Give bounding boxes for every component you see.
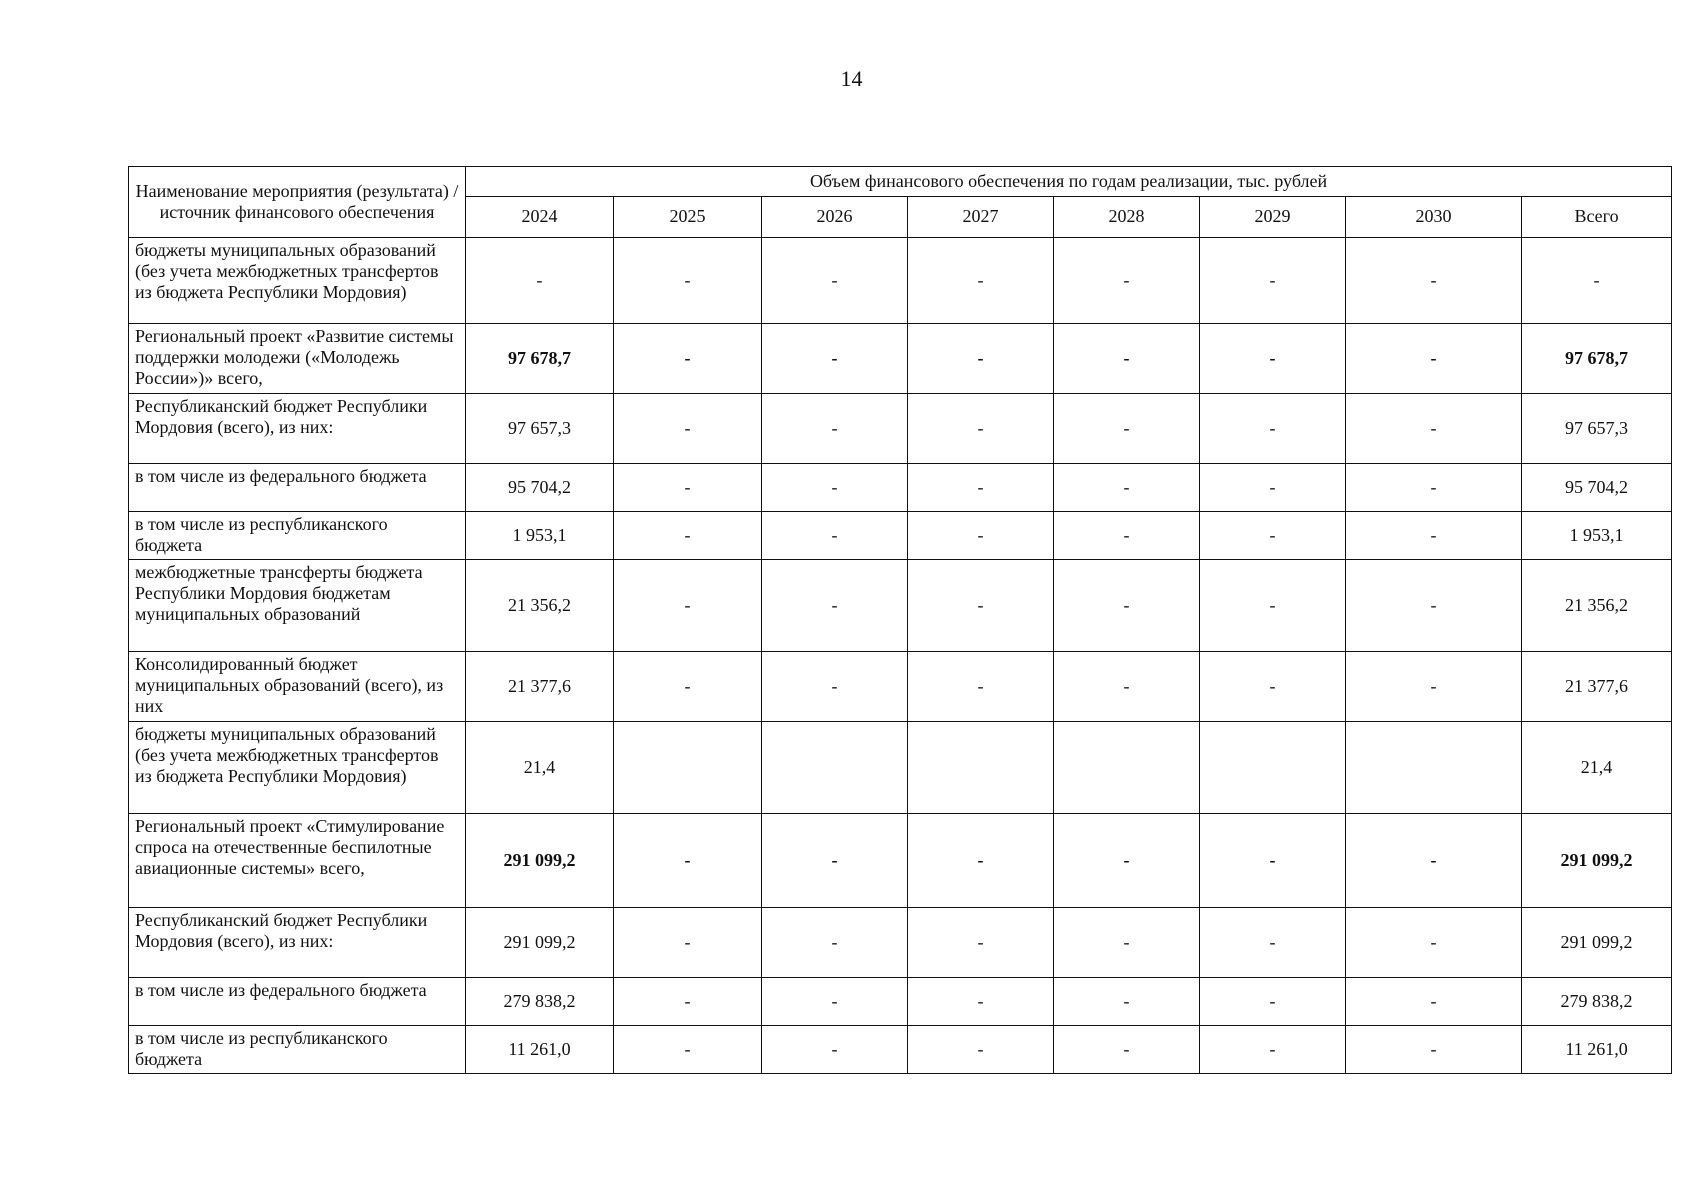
row-value: - xyxy=(908,814,1054,908)
row-name: межбюджетные трансферты бюджета Республики Мордовия бюджетам муниципальных образований xyxy=(129,560,466,652)
row-value: - xyxy=(762,652,908,722)
row-name: бюджеты муниципальных образований (без учета межбюджетных трансфертов из бюджета Республики Мордовия) xyxy=(129,238,466,324)
row-value: - xyxy=(1346,978,1522,1026)
page-number: 14 xyxy=(840,66,863,91)
row-name: в том числе из федерального бюджета xyxy=(129,978,466,1026)
header-year: 2030 xyxy=(1346,197,1522,238)
row-value: - xyxy=(1346,1026,1522,1074)
row-name: Республиканский бюджет Республики Мордовия (всего), из них: xyxy=(129,908,466,978)
header-name: Наименование мероприятия (результата) / источник финансового обеспечения xyxy=(129,167,466,238)
row-value: - xyxy=(908,324,1054,394)
row-value: 97 657,3 xyxy=(466,394,614,464)
row-total: 21 356,2 xyxy=(1522,560,1672,652)
row-total: 291 099,2 xyxy=(1522,908,1672,978)
row-value: - xyxy=(1054,324,1200,394)
row-value: - xyxy=(1346,324,1522,394)
row-value: - xyxy=(614,464,762,512)
row-value: - xyxy=(1200,652,1346,722)
row-total: 291 099,2 xyxy=(1522,814,1672,908)
table-row xyxy=(129,512,1672,560)
row-value: - xyxy=(614,908,762,978)
row-value xyxy=(908,722,1054,814)
row-value: - xyxy=(762,814,908,908)
financing-table xyxy=(128,166,1672,1074)
header-year: 2024 xyxy=(466,197,614,238)
row-value: - xyxy=(762,908,908,978)
row-value: - xyxy=(614,814,762,908)
row-value: - xyxy=(1200,324,1346,394)
row-value: - xyxy=(1200,908,1346,978)
row-value: - xyxy=(614,238,762,324)
row-name: бюджеты муниципальных образований (без учета межбюджетных трансфертов из бюджета Республики Мордовия) xyxy=(129,722,466,814)
row-total: 279 838,2 xyxy=(1522,978,1672,1026)
row-name: Консолидированный бюджет муниципальных образований (всего), из них xyxy=(129,652,466,722)
header-total: Всего xyxy=(1522,197,1672,238)
row-total: - xyxy=(1522,238,1672,324)
row-value: - xyxy=(1200,1026,1346,1074)
row-value: - xyxy=(1054,238,1200,324)
row-value: 21 356,2 xyxy=(466,560,614,652)
row-name: Региональный проект «Стимулирование спроса на отечественные беспилотные авиационные системы» всего, xyxy=(129,814,466,908)
row-value: 97 678,7 xyxy=(466,324,614,394)
row-value: - xyxy=(762,560,908,652)
row-value: - xyxy=(1200,560,1346,652)
row-value: - xyxy=(1054,814,1200,908)
row-value: - xyxy=(1054,394,1200,464)
table-row xyxy=(129,908,1672,978)
row-value: - xyxy=(1346,512,1522,560)
row-value: - xyxy=(466,238,614,324)
row-total: 21 377,6 xyxy=(1522,652,1672,722)
row-value: - xyxy=(614,394,762,464)
row-total: 1 953,1 xyxy=(1522,512,1672,560)
row-value: - xyxy=(1346,908,1522,978)
row-name: Республиканский бюджет Республики Мордовия (всего), из них: xyxy=(129,394,466,464)
table-row xyxy=(129,814,1672,908)
table-row xyxy=(129,722,1672,814)
row-value: - xyxy=(908,238,1054,324)
row-name: в том числе из федерального бюджета xyxy=(129,464,466,512)
row-value: - xyxy=(908,464,1054,512)
row-value: 95 704,2 xyxy=(466,464,614,512)
row-value: - xyxy=(762,512,908,560)
row-total: 97 678,7 xyxy=(1522,324,1672,394)
header-group: Объем финансового обеспечения по годам реализации, тыс. рублей xyxy=(466,167,1672,197)
row-value: - xyxy=(908,512,1054,560)
row-value: - xyxy=(614,1026,762,1074)
row-name: в том числе из республиканского бюджета xyxy=(129,512,466,560)
row-value xyxy=(1346,722,1522,814)
header-year: 2029 xyxy=(1200,197,1346,238)
row-value: - xyxy=(1054,652,1200,722)
row-value: - xyxy=(908,978,1054,1026)
row-value xyxy=(1200,722,1346,814)
row-total: 21,4 xyxy=(1522,722,1672,814)
row-value: - xyxy=(762,464,908,512)
row-value: 21 377,6 xyxy=(466,652,614,722)
table-row xyxy=(129,652,1672,722)
row-value: - xyxy=(1200,238,1346,324)
row-value: - xyxy=(908,652,1054,722)
row-value: 291 099,2 xyxy=(466,908,614,978)
row-value: - xyxy=(1054,1026,1200,1074)
row-value xyxy=(614,722,762,814)
row-value: 279 838,2 xyxy=(466,978,614,1026)
row-value: 21,4 xyxy=(466,722,614,814)
table-row xyxy=(129,464,1672,512)
row-value: - xyxy=(762,324,908,394)
row-total: 11 261,0 xyxy=(1522,1026,1672,1074)
row-value: - xyxy=(1346,652,1522,722)
row-value: - xyxy=(762,238,908,324)
row-value: - xyxy=(762,978,908,1026)
row-value: - xyxy=(1200,814,1346,908)
row-name: в том числе из республиканского бюджета xyxy=(129,1026,466,1074)
header-year: 2028 xyxy=(1054,197,1200,238)
table-row xyxy=(129,238,1672,324)
row-value: - xyxy=(1200,394,1346,464)
row-value: - xyxy=(614,560,762,652)
row-value: - xyxy=(1054,512,1200,560)
table-row xyxy=(129,978,1672,1026)
table-row xyxy=(129,560,1672,652)
row-value xyxy=(1054,722,1200,814)
header-year: 2027 xyxy=(908,197,1054,238)
row-total: 97 657,3 xyxy=(1522,394,1672,464)
header-year: 2025 xyxy=(614,197,762,238)
row-value: 11 261,0 xyxy=(466,1026,614,1074)
row-value: - xyxy=(1346,394,1522,464)
row-value: - xyxy=(762,394,908,464)
row-value: - xyxy=(614,978,762,1026)
row-value: - xyxy=(614,512,762,560)
row-name: Региональный проект «Развитие системы поддержки молодежи («Молодежь России»)» всего, xyxy=(129,324,466,394)
row-value: - xyxy=(1346,464,1522,512)
row-value xyxy=(762,722,908,814)
row-value: - xyxy=(1346,814,1522,908)
row-value: - xyxy=(1054,464,1200,512)
row-value: - xyxy=(1054,908,1200,978)
table-row xyxy=(129,1026,1672,1074)
row-value: - xyxy=(1346,560,1522,652)
header-year: 2026 xyxy=(762,197,908,238)
row-value: - xyxy=(1054,560,1200,652)
row-value: 291 099,2 xyxy=(466,814,614,908)
row-total: 95 704,2 xyxy=(1522,464,1672,512)
row-value: - xyxy=(908,908,1054,978)
table-row xyxy=(129,394,1672,464)
row-value: - xyxy=(1200,978,1346,1026)
row-value: - xyxy=(1054,978,1200,1026)
row-value: - xyxy=(762,1026,908,1074)
row-value: - xyxy=(908,1026,1054,1074)
row-value: - xyxy=(1346,238,1522,324)
table-row xyxy=(129,324,1672,394)
row-value: 1 953,1 xyxy=(466,512,614,560)
row-value: - xyxy=(908,394,1054,464)
row-value: - xyxy=(614,652,762,722)
row-value: - xyxy=(1200,464,1346,512)
row-value: - xyxy=(908,560,1054,652)
row-value: - xyxy=(614,324,762,394)
row-value: - xyxy=(1200,512,1346,560)
